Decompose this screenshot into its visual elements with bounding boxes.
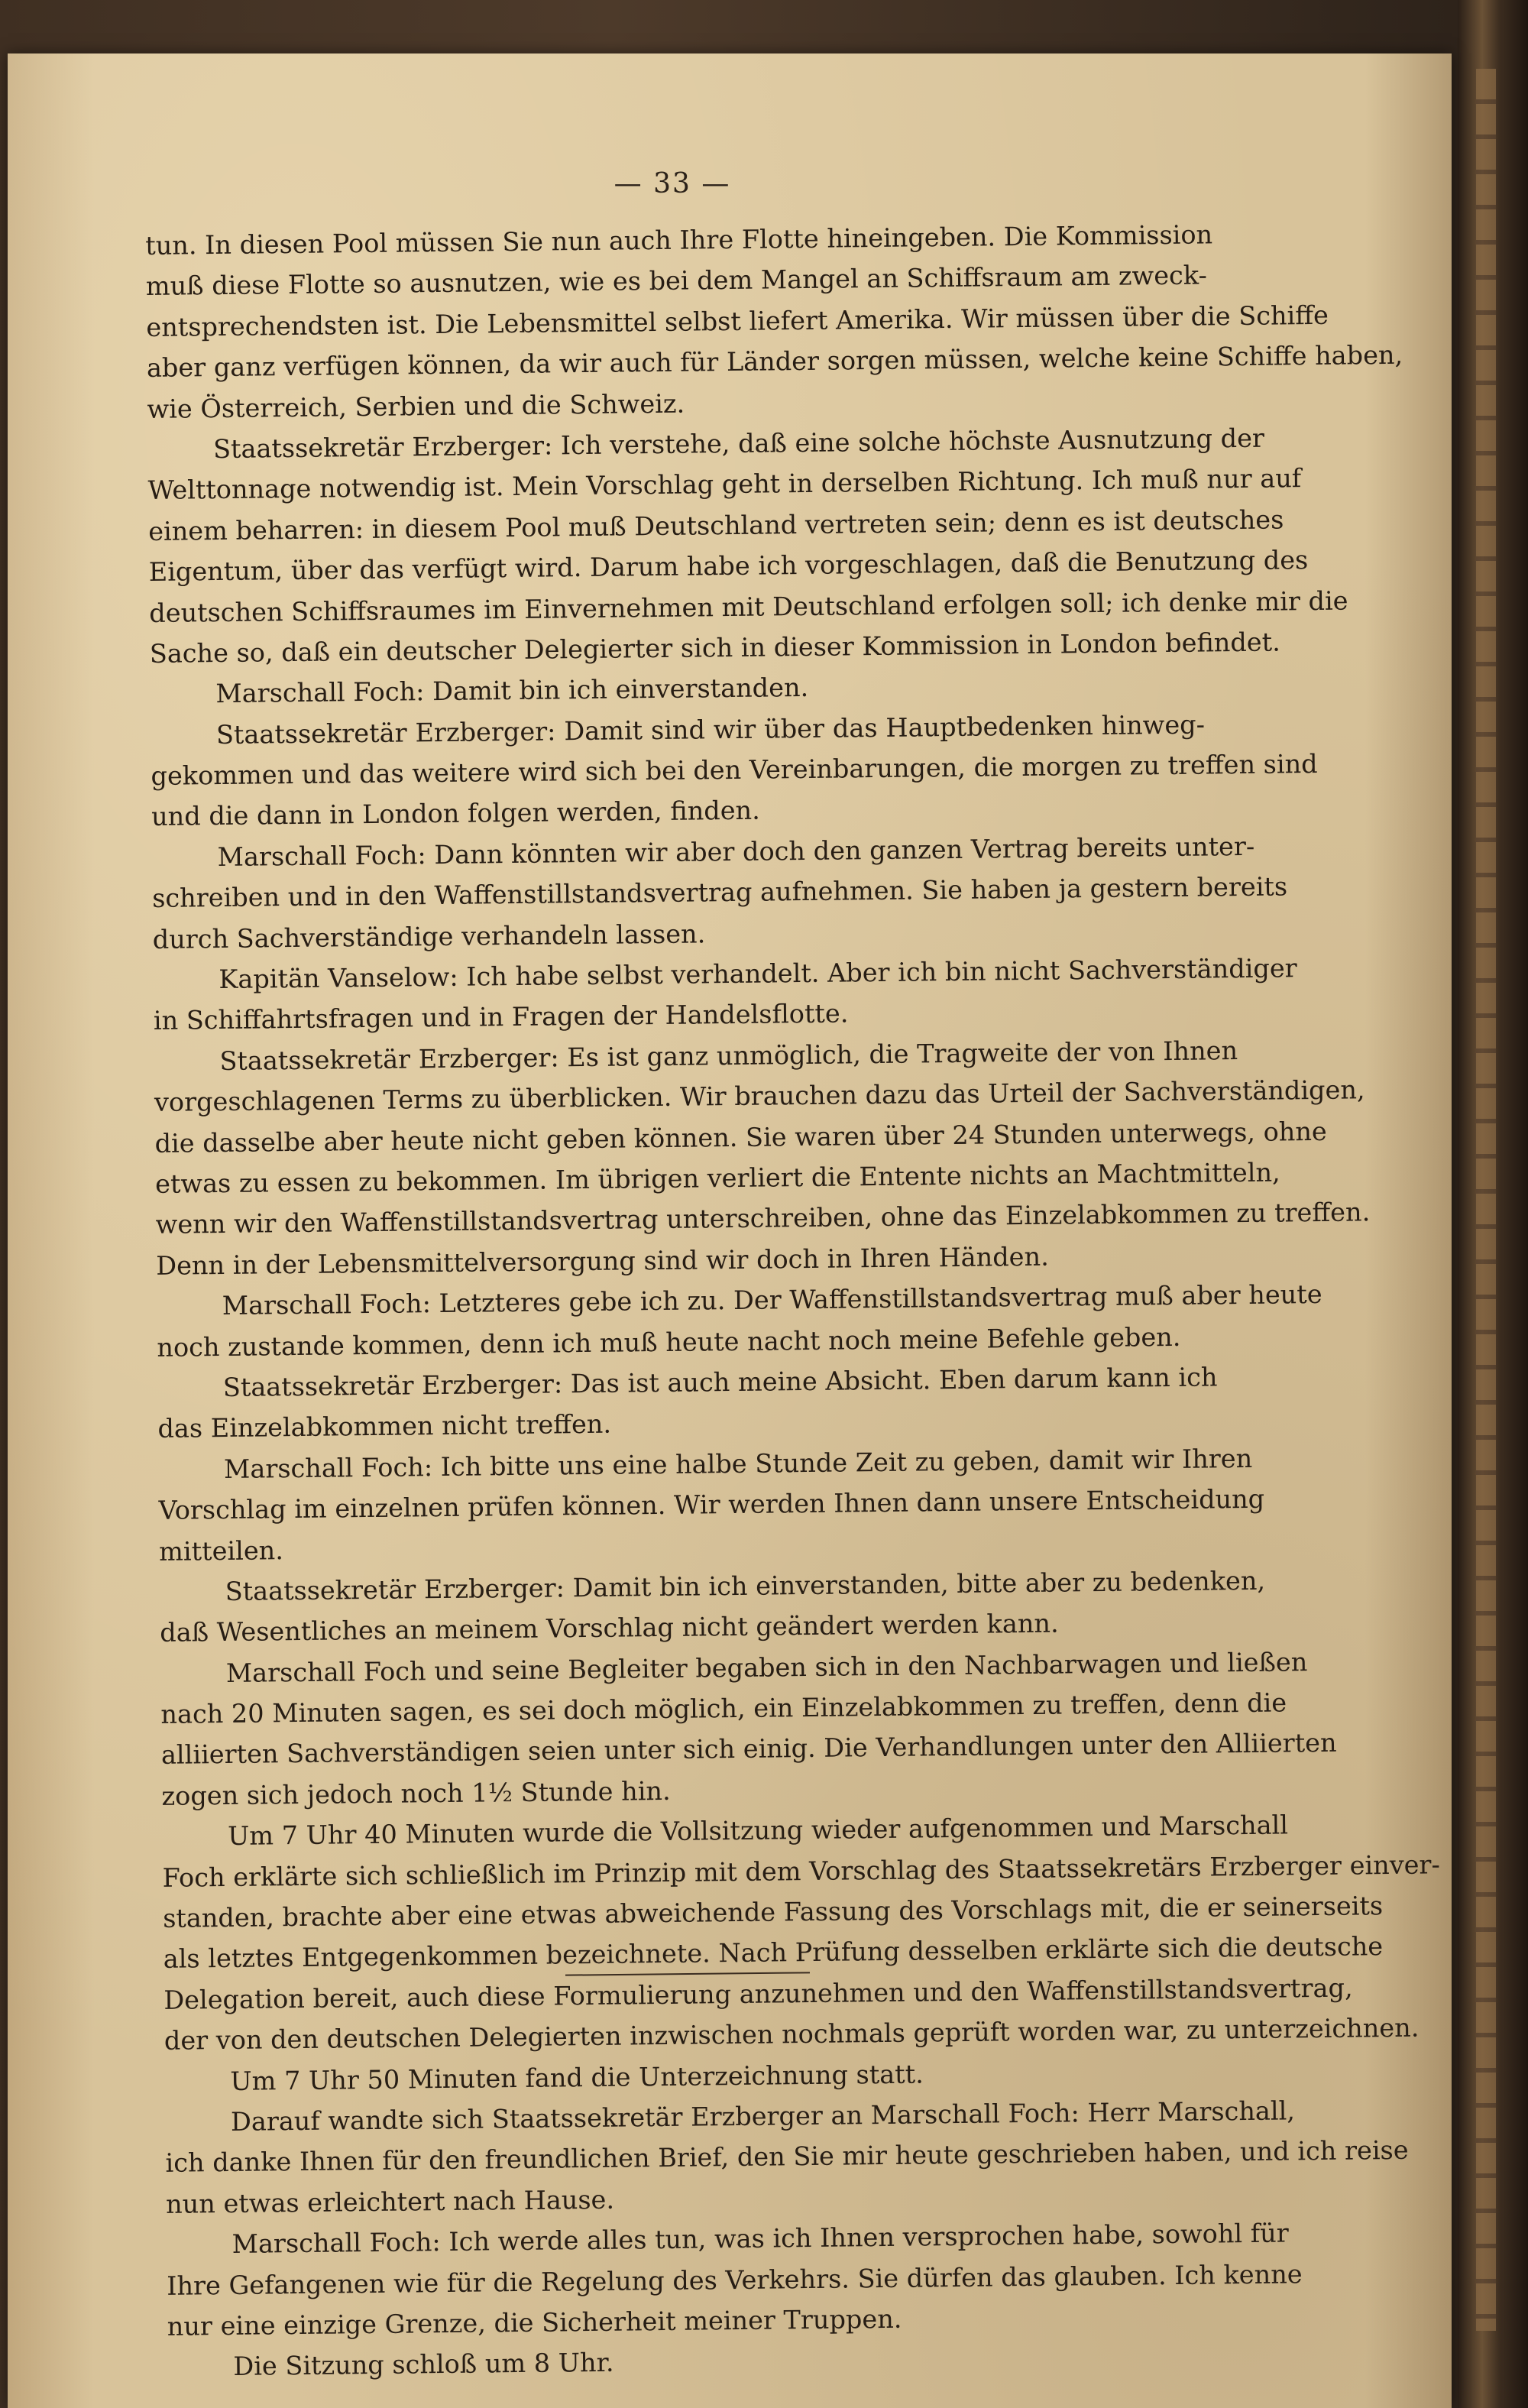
text-line: Staatssekretär Erzberger: Ich verstehe, daß eine solche höchste Ausnutzung der <box>212 423 1265 465</box>
page-number: — 33 — <box>613 168 731 199</box>
text-line: Staatssekretär Erzberger: Das ist auch meine Absicht. Eben darum kann ich <box>222 1362 1218 1402</box>
text-line: Delegation bereit, auch diese Formulierung anzunehmen und den Waffenstillstandsvertrag, <box>163 1972 1353 2015</box>
text-line: das Einzelabkommen nicht treffen. <box>157 1409 612 1444</box>
text-line: Marschall Foch: Ich bitte uns eine halbe Stunde Zeit zu geben, damit wir Ihren <box>223 1443 1253 1484</box>
text-line: vorgeschlagenen Terms zu überblicken. Wir brauchen dazu das Urteil der Sachverständigen, <box>154 1074 1365 1118</box>
text-line: durch Sachverständige verhandeln lassen. <box>152 919 706 954</box>
text-line: Staatssekretär Erzberger: Es ist ganz unmöglich, die Tragweite der von Ihnen <box>219 1035 1238 1076</box>
text-line: Kapitän Vanselow: Ich habe selbst verhandelt. Aber ich bin nicht Sachverständiger <box>219 953 1297 995</box>
text-line: mitteilen. <box>158 1535 284 1567</box>
text-line: deutschen Schiffsraumes im Einvernehmen mit Deutschland erfolgen soll; ich denke mir die <box>149 585 1348 628</box>
text-line: noch zustande kommen, denn ich muß heute nacht noch meine Befehle geben. <box>157 1321 1181 1363</box>
text-line: Foch erklärte sich schließlich im Prinzip mit dem Vorschlag des Staatssekretärs Erzberger einver- <box>162 1849 1440 1893</box>
text-line: Vorschlag im einzelnen prüfen können. Wir werden Ihnen dann unsere Entscheidung <box>158 1483 1265 1526</box>
text-line: Denn in der Lebensmittelversorgung sind wir doch in Ihren Händen. <box>156 1241 1049 1281</box>
text-line: Marschall Foch und seine Begleiter begaben sich in den Nachbarwagen und ließen <box>225 1646 1308 1688</box>
text-line: Ihre Gefangenen wie für die Regelung des Verkehrs. Sie dürfen das glauben. Ich kenne <box>167 2258 1303 2301</box>
text-line: zogen sich jedoch noch 1½ Stunde hin. <box>161 1775 671 1811</box>
text-line: Marschall Foch: Ich werde alles tun, was ich Ihnen versprochen habe, sowohl für <box>231 2218 1289 2260</box>
text-line: und die dann in London folgen werden, finden. <box>151 796 760 832</box>
text-line: Marschall Foch: Dann könnten wir aber doch den ganzen Vertrag bereits unter- <box>217 831 1255 872</box>
text-line: daß Wesentliches an meinem Vorschlag nicht geändert werden kann. <box>160 1608 1059 1648</box>
text-line: etwas zu essen zu bekommen. Im übrigen verliert die Entente nichts an Machtmitteln, <box>154 1157 1280 1199</box>
text-line: entsprechendsten ist. Die Lebensmittel selbst liefert Amerika. Wir müssen über die Schiffe <box>146 300 1329 342</box>
text-line: Darauf wandte sich Staatssekretär Erzberger an Marschall Foch: Herr Marschall, <box>230 2095 1296 2137</box>
text-line: ich danke Ihnen für den freundlichen Brief, den Sie mir heute geschrieben haben, und ich reise <box>165 2135 1409 2179</box>
text-line: Marschall Foch: Damit bin ich einverstanden. <box>215 672 809 709</box>
text-line: einem beharren: in diesem Pool muß Deutschland vertreten sein; denn es ist deutsches <box>147 504 1284 546</box>
text-line: wenn wir den Waffenstillstandsvertrag unterschreiben, ohne das Einzelabkommen zu treffen. <box>155 1197 1371 1240</box>
text-line: als letztes Entgegenkommen bezeichnete. Nach Prüfung desselben erklärte sich die deutsche <box>163 1931 1384 1975</box>
text-line: wie Österreich, Serbien und die Schweiz. <box>147 388 685 424</box>
text-line: schreiben und in den Waffenstillstandsvertrag aufnehmen. Sie haben ja gestern bereits <box>152 871 1288 914</box>
text-line: nur eine einzige Grenze, die Sicherheit meiner Truppen. <box>167 2303 902 2342</box>
text-line: Um 7 Uhr 50 Minuten fand die Unterzeichnung statt. <box>230 2059 924 2096</box>
text-line: der von den deutschen Delegierten inzwischen nochmals geprüft worden war, zu unterzeichnen. <box>163 2012 1420 2056</box>
binding-strip <box>1476 69 1496 2331</box>
text-line: Die Sitzung schloß um 8 Uhr. <box>233 2348 614 2382</box>
text-line: Eigentum, über das verfügt wird. Darum habe ich vorgeschlagen, daß die Benutzung des <box>148 545 1309 588</box>
text-line: in Schiffahrtsfragen und in Fragen der Handelsflotte. <box>153 998 849 1036</box>
body-text <box>145 215 1440 2388</box>
text-line: Sache so, daß ein deutscher Delegierter sich in dieser Kommission in London befindet. <box>149 627 1280 669</box>
text-line: Um 7 Uhr 40 Minuten wurde die Vollsitzung wieder aufgenommen und Marschall <box>227 1810 1289 1852</box>
text-line: Staatssekretär Erzberger: Damit sind wir über das Hauptbedenken hinweg- <box>215 709 1206 750</box>
text-line: tun. In diesen Pool müssen Sie nun auch Ihre Flotte hineingeben. Die Kommission <box>145 219 1213 261</box>
text-line: aber ganz verfügen können, da wir auch für Länder sorgen müssen, welche keine Schiffe haben, <box>146 339 1403 384</box>
text-line: Welttonnage notwendig ist. Mein Vorschlag geht in derselben Richtung. Ich muß nur auf <box>147 463 1302 506</box>
text-line: nach 20 Minuten sagen, es sei doch möglich, ein Einzelabkommen zu treffen, denn die <box>160 1687 1287 1729</box>
text-line: gekommen und das weitere wird sich bei den Vereinbarungen, die morgen zu treffen sind <box>151 749 1318 792</box>
text-line: nun etwas erleichtert nach Hause. <box>165 2184 615 2219</box>
text-line: standen, brachte aber eine etwas abweichende Fassung des Vorschlags mit, die er seinerseits <box>162 1891 1384 1933</box>
text-line: muß diese Flotte so ausnutzen, wie es bei dem Mangel an Schiffsraum am zweck- <box>145 260 1208 302</box>
text-line: die dasselbe aber heute nicht geben können. Sie waren über 24 Stunden unterwegs, ohne <box>154 1116 1327 1159</box>
text-line: Marschall Foch: Letzteres gebe ich zu. Der Waffenstillstandsvertrag muß aber heute <box>222 1279 1322 1321</box>
text-line: alliierten Sachverständigen seien unter sich einig. Die Verhandlungen unter den Alliierten <box>160 1728 1337 1771</box>
text-line: Staatssekretär Erzberger: Damit bin ich einverstanden, bitte aber zu bedenken, <box>225 1565 1266 1606</box>
